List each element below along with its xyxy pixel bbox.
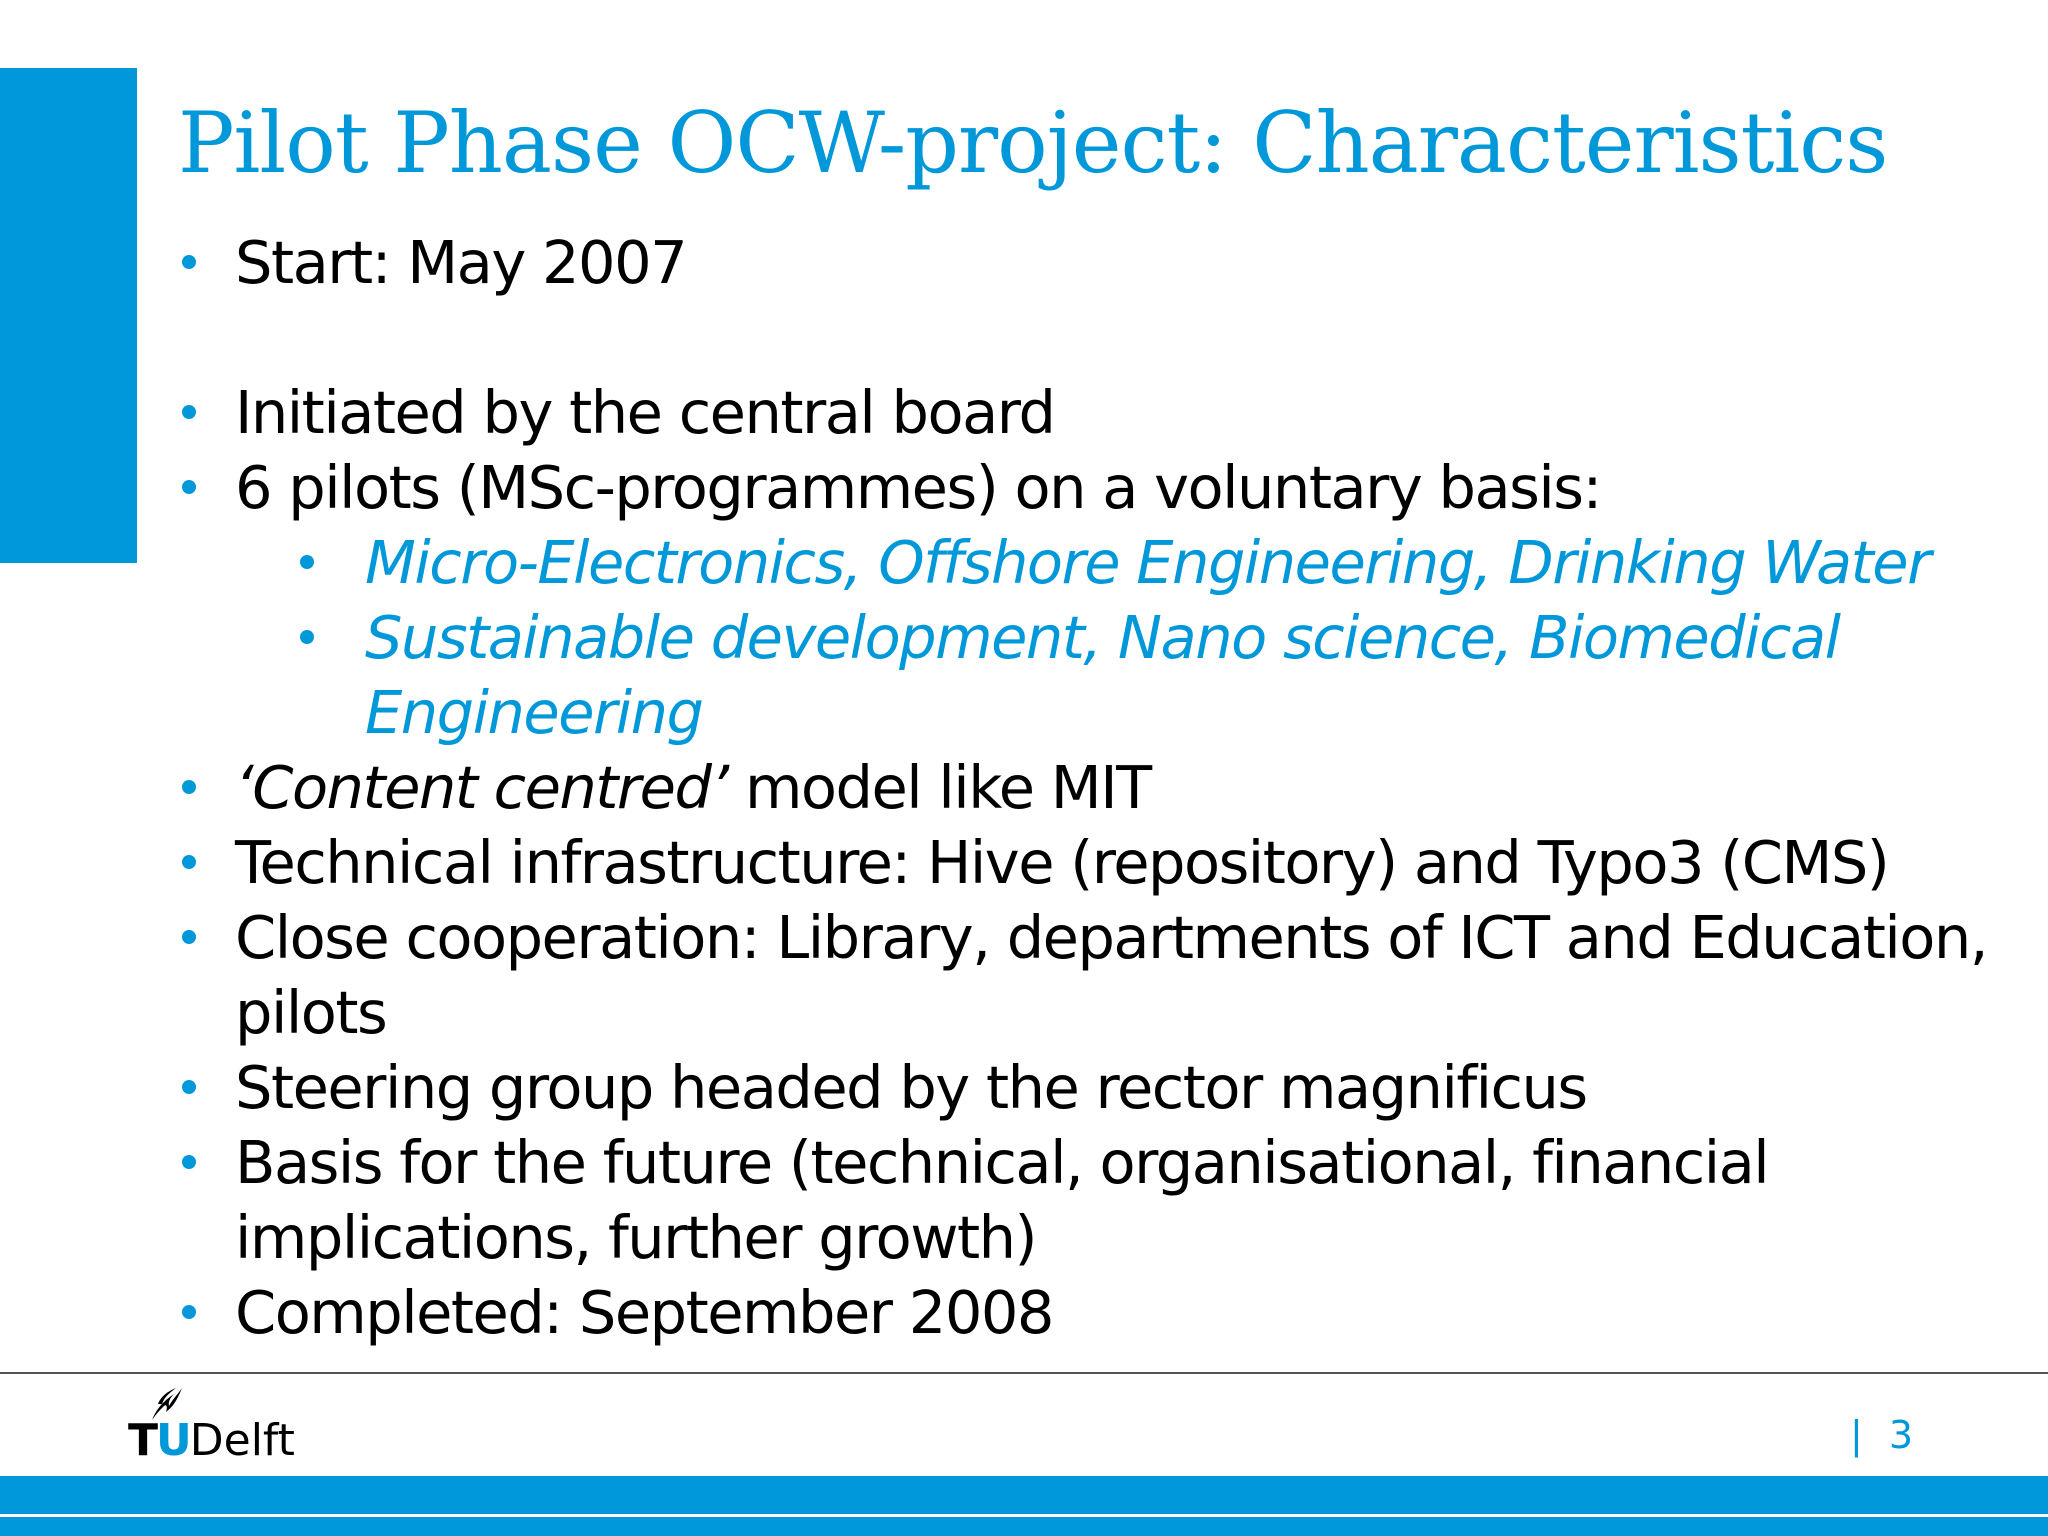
bullet-item: Start: May 2007 [170,225,2020,300]
page-separator: | [1850,1413,1863,1457]
bullet-item: Steering group headed by the rector magnificus [170,1050,2020,1125]
bottom-band-stripe [0,1514,2048,1517]
bullet-item [170,750,2020,825]
page-number [1850,1410,1913,1460]
bullet-item: Completed: September 2008 [170,1275,2020,1350]
bullet-item: Technical infrastructure: Hive (repository) and Typo3 (CMS) [170,825,2020,900]
tu-delft-logo [128,1380,368,1470]
page-number-value: 3 [1888,1413,1913,1457]
logo-wordmark [128,1416,295,1466]
content-centred-emphasis: ‘Content centred’ [235,753,728,822]
bottom-band [0,1476,2048,1536]
accent-bar [0,68,137,563]
sub-bullet-item: Sustainable development, Nano science, Biomedical Engineering [170,600,2020,750]
bullet-item: Close cooperation: Library, departments of ICT and Education, pilots [170,900,2020,1050]
logo-delft: Delft [189,1415,295,1466]
sub-bullet-item: Micro-Electronics, Offshore Engineering, Drinking Water [170,525,2020,600]
slide-title: Pilot Phase OCW-project: Characteristics [178,94,1888,192]
bullet-item: Basis for the future (technical, organisational, financial implications, further growth) [170,1125,2020,1275]
bullet-list [170,225,2020,1350]
logo-tu [128,1415,190,1466]
bullet-item-text: model like MIT [727,753,1151,822]
logo-t: T [128,1415,157,1466]
slide-content [170,225,2020,1350]
bullet-item: 6 pilots (MSc-programmes) on a voluntary basis: [170,450,2020,525]
logo-u: U [156,1415,190,1466]
bullet-item: Initiated by the central board [170,375,2020,450]
footer-divider [0,1372,2048,1374]
